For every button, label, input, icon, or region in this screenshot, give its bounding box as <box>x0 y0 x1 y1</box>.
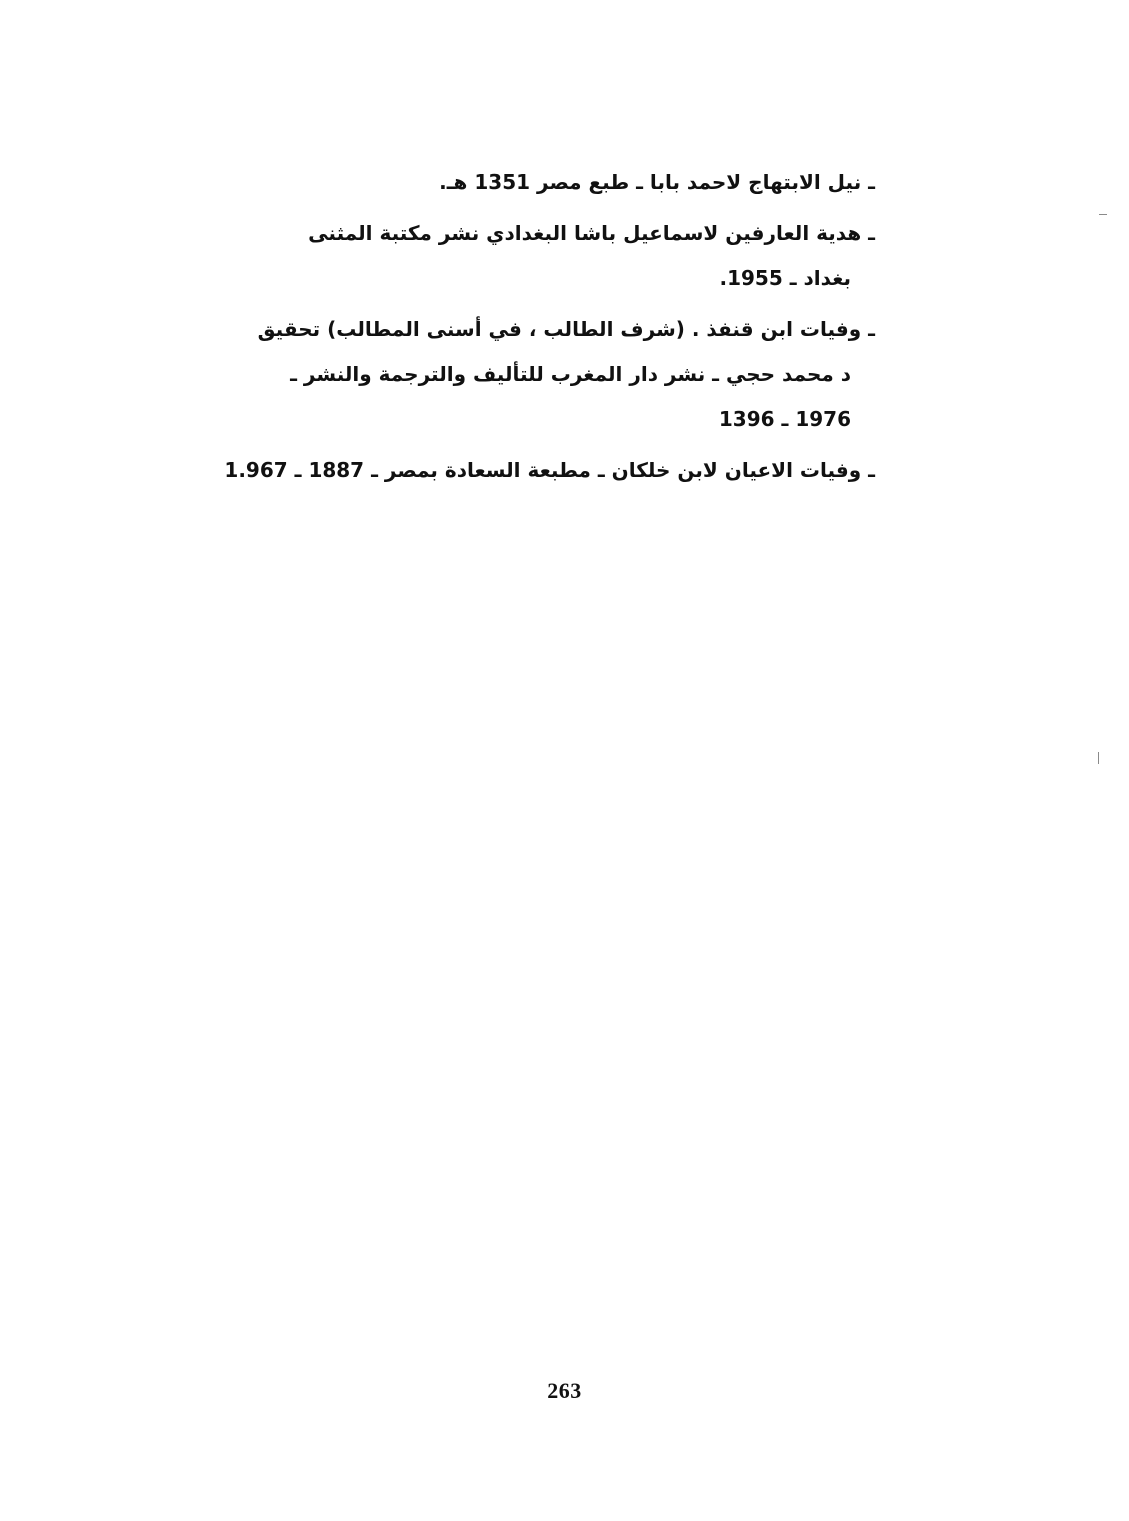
page-number: 263 <box>547 1378 582 1403</box>
scan-artifact-mark <box>1099 214 1107 215</box>
reference-line: 1976 ـ 1396 <box>718 407 851 431</box>
reference-line: بغداد ـ 1955. <box>719 266 851 290</box>
reference-list <box>220 160 875 493</box>
scan-artifact-mark <box>1098 752 1099 764</box>
reference-line: د محمد حجي ـ نشر دار المغرب للتأليف والترجمة والنشر ـ <box>290 362 851 386</box>
reference-line: ـ نيل الابتهاج لاحمد بابا ـ طبع مصر 1351 هـ. <box>439 170 875 194</box>
reference-line: ـ وفيات الاعيان لابن خلكان ـ مطبعة السعادة بمصر ـ 1887 ـ 1.967 <box>224 458 875 482</box>
reference-line: ـ هدية العارفين لاسماعيل باشا البغدادي نشر مكتبة المثنى <box>308 221 875 245</box>
reference-line: ـ وفيات ابن قنفذ . (شرف الطالب ، في أسنى المطالب) تحقيق <box>257 317 875 341</box>
